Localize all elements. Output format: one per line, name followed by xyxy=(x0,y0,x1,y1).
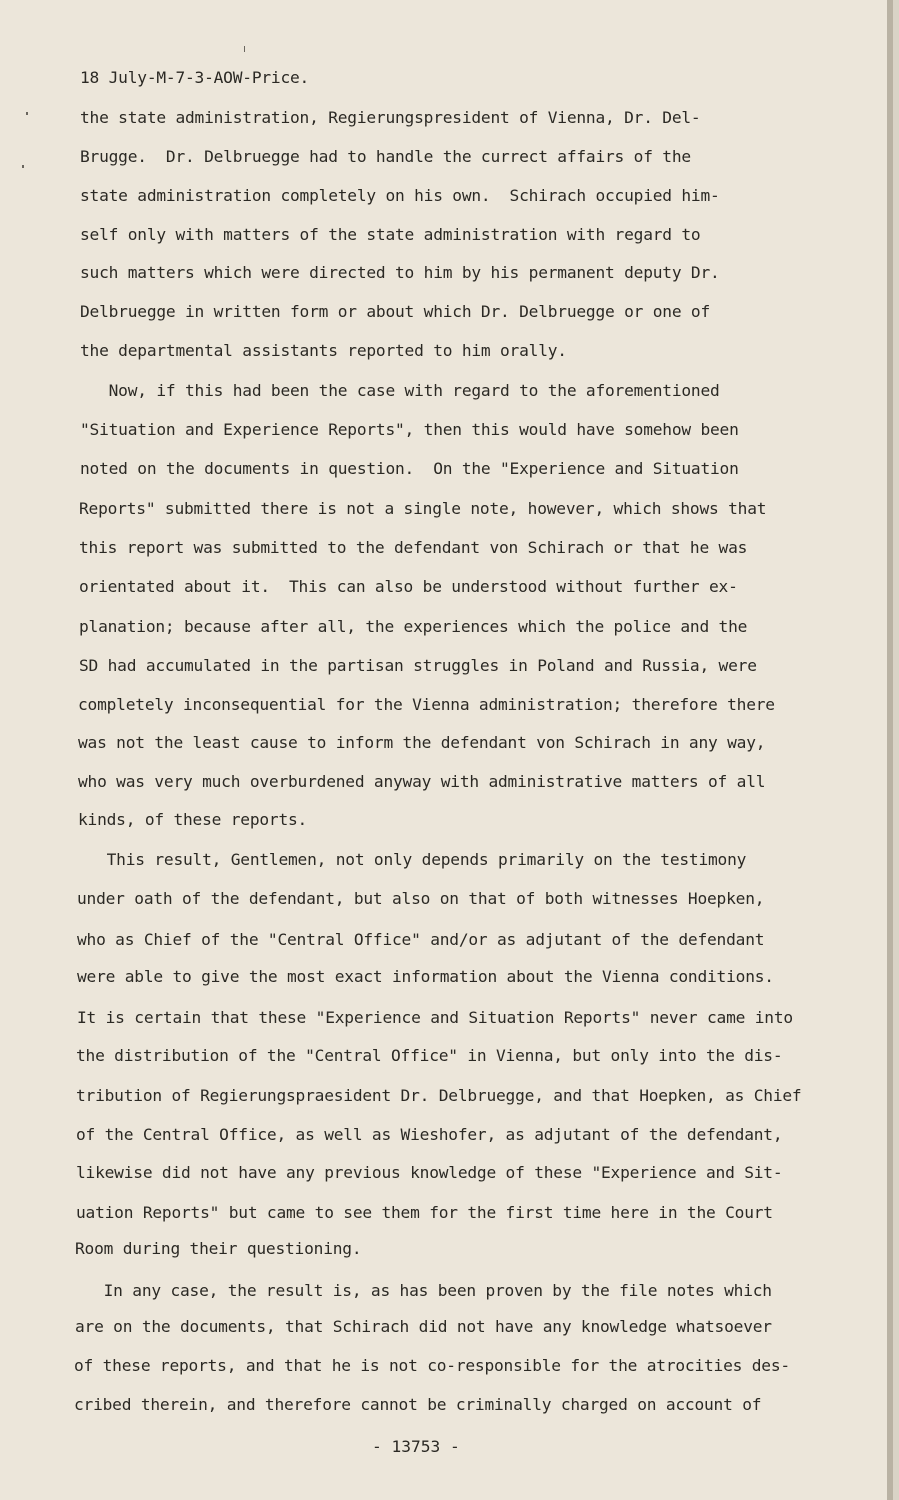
text-line: completely inconsequential for the Vienna administration; therefore there xyxy=(78,695,775,714)
text-line: of the Central Office, as well as Wieshofer, as adjutant of the defendant, xyxy=(76,1125,783,1144)
text-line: cribed therein, and therefore cannot be criminally charged on account of xyxy=(74,1395,762,1414)
text-line: orientated about it. This can also be understood without further ex- xyxy=(79,577,738,596)
text-line: was not the least cause to inform the defendant von Schirach in any way, xyxy=(78,733,766,752)
margin-mark xyxy=(26,112,28,115)
text-line: It is certain that these "Experience and Situation Reports" never came into xyxy=(77,1008,793,1027)
margin-mark xyxy=(22,165,24,168)
text-line: tribution of Regierungspraesident Dr. Delbruegge, and that Hoepken, as Chief xyxy=(76,1086,802,1105)
text-line: likewise did not have any previous knowledge of these "Experience and Sit- xyxy=(76,1163,783,1182)
page-number: - 13753 - xyxy=(372,1437,460,1456)
text-line: Delbruegge in written form or about which Dr. Delbruegge or one of xyxy=(80,302,711,321)
text-line: who as Chief of the "Central Office" and/or as adjutant of the defendant xyxy=(77,930,765,949)
text-line: self only with matters of the state administration with regard to xyxy=(80,225,701,244)
text-line: "Situation and Experience Reports", then this would have somehow been xyxy=(80,420,739,439)
text-line: the departmental assistants reported to him orally. xyxy=(80,341,567,360)
text-line: kinds, of these reports. xyxy=(78,810,308,829)
text-line: under oath of the defendant, but also on that of both witnesses Hoepken, xyxy=(77,889,765,908)
text-line: uation Reports" but came to see them for the first time here in the Court xyxy=(76,1203,773,1222)
text-line: are on the documents, that Schirach did not have any knowledge whatsoever xyxy=(75,1317,772,1336)
text-line: Reports" submitted there is not a single note, however, which shows that xyxy=(79,499,767,518)
text-line: who was very much overburdened anyway with administrative matters of all xyxy=(78,772,766,791)
text-line: such matters which were directed to him by his permanent deputy Dr. xyxy=(80,263,720,282)
text-line: Room during their questioning. xyxy=(75,1239,362,1258)
text-line: This result, Gentlemen, not only depends primarily on the testimony xyxy=(78,850,747,869)
text-line: Brugge. Dr. Delbruegge had to handle the currect affairs of the xyxy=(80,147,691,166)
margin-mark xyxy=(244,46,245,52)
page-edge xyxy=(887,0,893,1500)
text-line: were able to give the most exact information about the Vienna conditions. xyxy=(77,967,774,986)
text-line: Now, if this had been the case with regard to the aforementioned xyxy=(80,381,720,400)
text-line: state administration completely on his own. Schirach occupied him- xyxy=(80,186,720,205)
text-line: the state administration, Regierungspresident of Vienna, Dr. Del- xyxy=(80,108,701,127)
text-line: planation; because after all, the experiences which the police and the xyxy=(79,617,748,636)
text-line: this report was submitted to the defendant von Schirach or that he was xyxy=(79,538,748,557)
text-line: SD had accumulated in the partisan struggles in Poland and Russia, were xyxy=(79,656,757,675)
text-line: noted on the documents in question. On the "Experience and Situation xyxy=(80,459,739,478)
text-line: In any case, the result is, as has been proven by the file notes which xyxy=(75,1281,772,1300)
document-header: 18 July-M-7-3-AOW-Price. xyxy=(80,68,310,87)
text-line: of these reports, and that he is not co-responsible for the atrocities des- xyxy=(74,1356,790,1375)
text-line: the distribution of the "Central Office" in Vienna, but only into the dis- xyxy=(76,1046,783,1065)
